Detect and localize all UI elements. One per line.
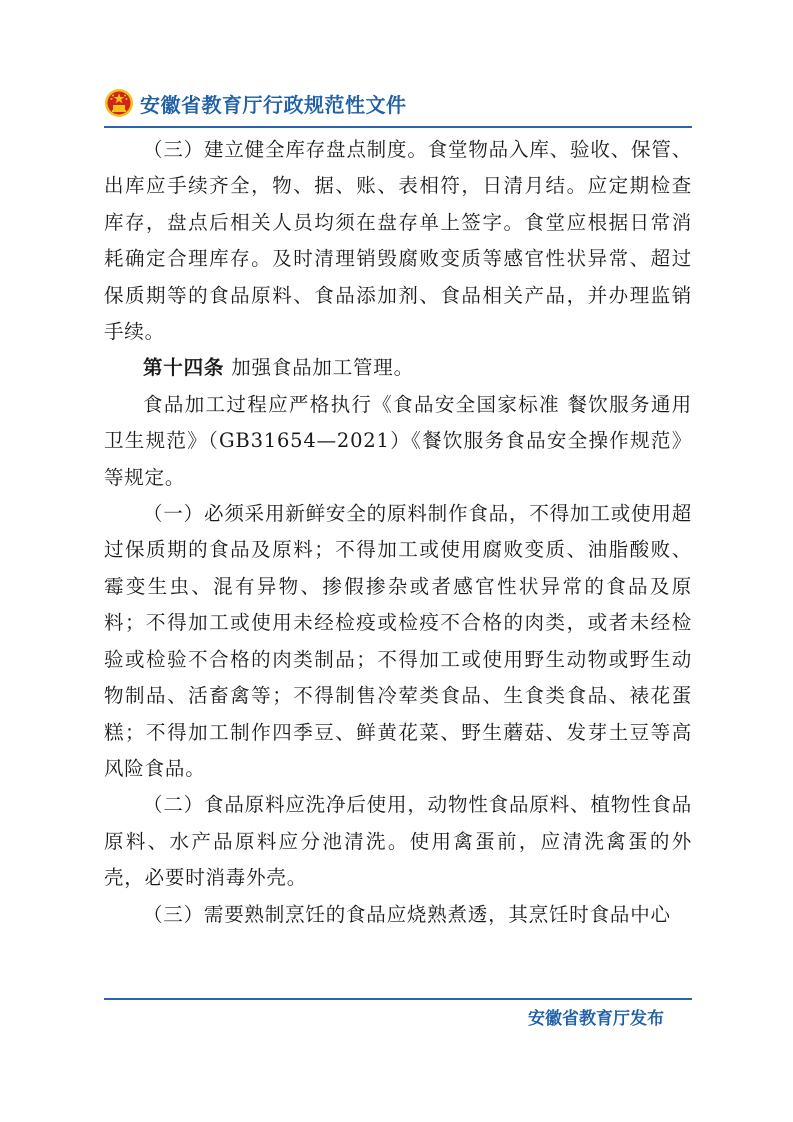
paragraph-inventory: （三）建立健全库存盘点制度。食堂物品入库、验收、保管、出库应手续齐全，物、据、账、表相符，日清月结。应定期检查库存，盘点后相关人员均须在盘存单上签字。食堂应根据日常消耗确定合理库存。及时清理销毁腐败变质等感官性状异常、超过保质期等的食品原料、食品添加剂、食品相关产品，并办理监销手续。 — [104, 138, 692, 344]
national-emblem-icon — [104, 88, 134, 118]
footer-publisher: 安徽省教育厅发布 — [528, 1009, 664, 1029]
article-text: 加强食品加工管理。 — [224, 356, 414, 380]
article-heading: 第十四条 — [143, 356, 225, 380]
paragraph-item-2: （二）食品原料应洗净后使用，动物性食品原料、植物性食品原料、水产品原料应分池清洗。使用禽蛋前，应清洗禽蛋的外壳，必要时消毒外壳。 — [104, 793, 692, 890]
document-header — [104, 84, 407, 122]
article-14 — [104, 350, 692, 386]
header-divider — [104, 126, 692, 128]
document-body — [104, 132, 692, 933]
paragraph-item-3: （三）需要熟制烹饪的食品应烧熟煮透，其烹饪时食品中心 — [143, 902, 671, 926]
footer-divider — [104, 998, 692, 1000]
header-title: 安徽省教育厅行政规范性文件 — [140, 92, 407, 117]
paragraph-standards: 食品加工过程应严格执行《食品安全国家标准 餐饮服务通用卫生规范》（GB31654—2021）《餐饮服务食品安全操作规范》等规定。 — [104, 392, 692, 489]
paragraph-item-1: （一）必须采用新鲜安全的原料制作食品，不得加工或使用超过保质期的食品及原料；不得加工或使用腐败变质、油脂酸败、霉变生虫、混有异物、掺假掺杂或者感官性状异常的食品及原料；不得加工或使用未经检疫或检疫不合格的肉类，或者未经检验或检验不合格的肉类制品；不得加工或使用野生动物或野生动物制品、活畜禽等；不得制售冷荤类食品、生食类食品、裱花蛋糕；不得加工制作四季豆、鲜黄花菜、野生蘑菇、发芽土豆等高风险食品。 — [104, 502, 692, 780]
